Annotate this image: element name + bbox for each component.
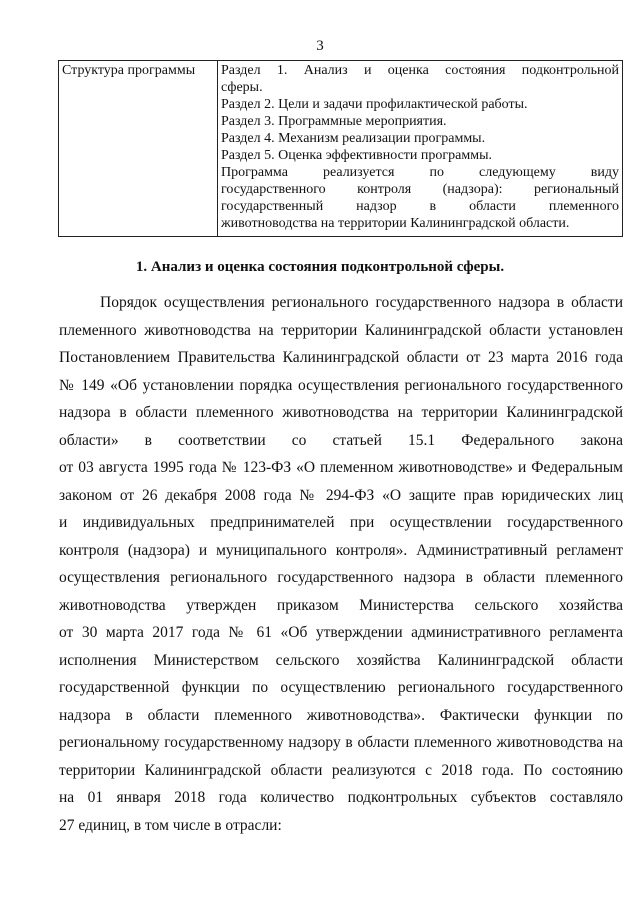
text-line: животноводства утвержден приказом Министерства сельского хозяйства [59,596,623,614]
structure-line: Раздел 3. Программные мероприятия. [221,114,447,129]
text-line: от 03 августа 1995 года № 123-ФЗ «О племенном животноводстве» и Федеральным [59,459,623,476]
structure-line: Раздел 4. Механизм реализации программы. [221,131,486,146]
text-line: законом от 26 декабря 2008 года № 294-ФЗ «О защите прав юридических лиц [59,486,623,504]
text-line: и индивидуальных предпринимателей при осуществлении государственного [59,514,623,531]
text-line: государственной функции по осуществлению регионального государственного [59,679,623,696]
text-line: № 149 «Об установлении порядка осуществления регионального государственного [59,376,623,394]
structure-line: Программа реализуется по следующему виду [221,165,619,180]
structure-line: животноводства на территории Калининградской области. [221,216,570,231]
text-line: Постановлением Правительства Калининградской области от 23 марта 2016 года [59,349,623,366]
text-line: надзора в области племенного животноводства». Фактически функции по [59,706,623,724]
text-line: на 01 января 2018 года количество подконтрольных субъектов составляло [59,789,623,806]
text-line: племенного животноводства на территории Калининградской области установлен [59,321,623,339]
text-line: Порядок осуществления регионального государственного надзора в области [100,294,623,311]
table-row [59,61,623,237]
page-number: 3 [316,38,324,54]
text-line: контроля (надзора) и муниципального контроля». Административный регламент [59,541,623,559]
structure-content-cell [218,61,623,237]
text-line: осуществления регионального государственного надзора в области племенного [59,569,623,586]
text-line: области» в соответствии со статьей 15.1 Федерального закона [59,431,623,449]
text-line: региональному государственному надзору в области племенного животноводства на [59,734,623,751]
body-paragraph [59,289,623,839]
structure-line: государственный надзор в области племенного [221,199,619,214]
text-line: от 30 марта 2017 года № 61 «Об утверждении административного регламента [59,624,623,641]
section-heading: 1. Анализ и оценка состояния подконтрольной сферы. [135,259,505,275]
structure-line: Раздел 2. Цели и задачи профилактической работы. [221,97,528,112]
program-structure-table [58,60,623,237]
text-line: надзора в области племенного животноводства на территории Калининградской [59,404,623,421]
text-line: исполнения Министерством сельского хозяйства Калининградской области [59,651,623,669]
structure-line: Раздел 1. Анализ и оценка состояния подконтрольной [221,63,619,78]
text-line: 27 единиц, в том числе в отрасли: [59,816,282,834]
structure-line: государственного контроля (надзора): региональный [221,182,619,197]
structure-line: сферы. [221,80,263,95]
text-line: территории Калининградской области реализуются с 2018 года. По состоянию [59,761,623,779]
structure-line: Раздел 5. Оценка эффективности программы. [221,148,492,163]
structure-label-cell: Структура программы [59,61,218,237]
